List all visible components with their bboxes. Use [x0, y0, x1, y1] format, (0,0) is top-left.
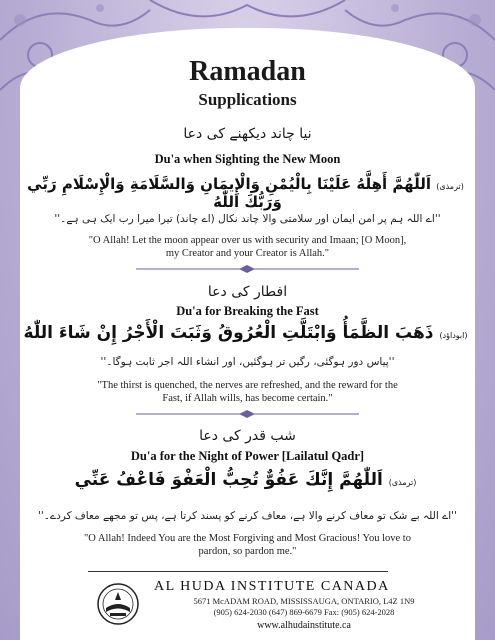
- section-1-english-translation-line-1: "O Allah! Let the moon appear over us with security and Imaan; [O Moon],: [88, 235, 407, 246]
- section-2-arabic-text: ذَهَبَ الظَّمَأُ وَابْتَلَّتِ الْعُرُوقُ وَثَبَتَ الْأَجْرُ إِنْ شَاءَ اللّٰهُ: [23, 323, 434, 343]
- section-2-urdu-heading: افطار کی دعا: [207, 284, 288, 300]
- section-3-english-translation-line-1: "O Allah! Indeed You are the Most Forgiving and Most Gracious! You love to: [84, 533, 411, 544]
- section-1-arabic-text: اَللّٰهُمَّ أَهِلَّهُ عَلَيْنَا بِالْيُمْنِ وَالْإِيمَانِ وَالسَّلَامَةِ وَالْإِسْلَامِ رَبِّي وَرَبُّكَ اللّٰهُ: [27, 175, 431, 211]
- section-1-reference: (ترمذی): [436, 182, 464, 191]
- section-3-english-heading: Du'a for the Night of Power [Lailatul Qadr]: [130, 449, 365, 463]
- supplications-content: [20, 0, 475, 640]
- page-subtitle: Supplications: [198, 90, 297, 109]
- section-3-english-translation-line-2: pardon, so pardon me.": [198, 546, 297, 557]
- section-1-english-heading: Du'a when Sighting the New Moon: [154, 152, 341, 166]
- section-2-english-heading: Du'a for Breaking the Fast: [176, 304, 319, 318]
- section-1-arabic-dua: [20, 175, 475, 211]
- section-2-reference: (ابوداؤد): [439, 331, 468, 340]
- section-3-arabic-dua: [20, 470, 475, 490]
- institute-website-link[interactable]: www.alhudainstitute.ca: [257, 620, 351, 631]
- section-divider-2: [136, 409, 359, 419]
- section-3-arabic-text: اَللّٰهُمَّ إِنَّكَ عَفُوٌّ تُحِبُّ الْعَفْوَ فَاعْفُ عَنِّي: [74, 470, 383, 490]
- footer-rule: [88, 571, 388, 572]
- institute-address: 5671 McADAM ROAD, MISSISSAUGA, ONTARIO, L4Z 1N9: [193, 596, 415, 606]
- section-3-reference: (ترمذی): [388, 478, 417, 487]
- section-divider-1: [136, 264, 359, 274]
- section-1-english-translation-line-2: my Creator and your Creator is Allah.": [165, 248, 330, 259]
- section-2-english-translation-line-2: Fast, if Allah wills, has become certain.": [162, 393, 333, 404]
- institute-logo-icon: [96, 582, 140, 626]
- section-1-urdu-translation: ''اے اللہ ہم پر امن ایمان اور سلامتی والا چاند نکال (اے چاند) تیرا میرا رب ایک ہی ہے۔'': [54, 213, 441, 225]
- section-2-arabic-dua: [20, 323, 475, 343]
- section-3-urdu-translation: ''اے اللہ بے شک تو معاف کرنے والا ہے، معاف کرنے کو پسند کرتا ہے، پس تو مجھے معاف کردے۔'': [38, 510, 457, 522]
- section-2-urdu-translation: ''پیاس دور ہوگئی، رگیں تر ہوگئیں، اور انشاء اللہ اجر ثابت ہوگا۔'': [100, 356, 395, 368]
- institute-phones: (905) 624-2030 (647) 869-6679 Fax: (905) 624-2028: [213, 607, 395, 617]
- page-title: Ramadan: [189, 56, 306, 87]
- section-2-english-translation-line-1: "The thirst is quenched, the nerves are refreshed, and the reward for the: [97, 380, 398, 391]
- section-1-urdu-heading: نیا چاند دیکھنے کی دعا: [183, 126, 312, 142]
- section-3-urdu-heading: شب قدر کی دعا: [199, 428, 296, 444]
- institute-name: AL HUDA INSTITUTE CANADA: [154, 579, 390, 594]
